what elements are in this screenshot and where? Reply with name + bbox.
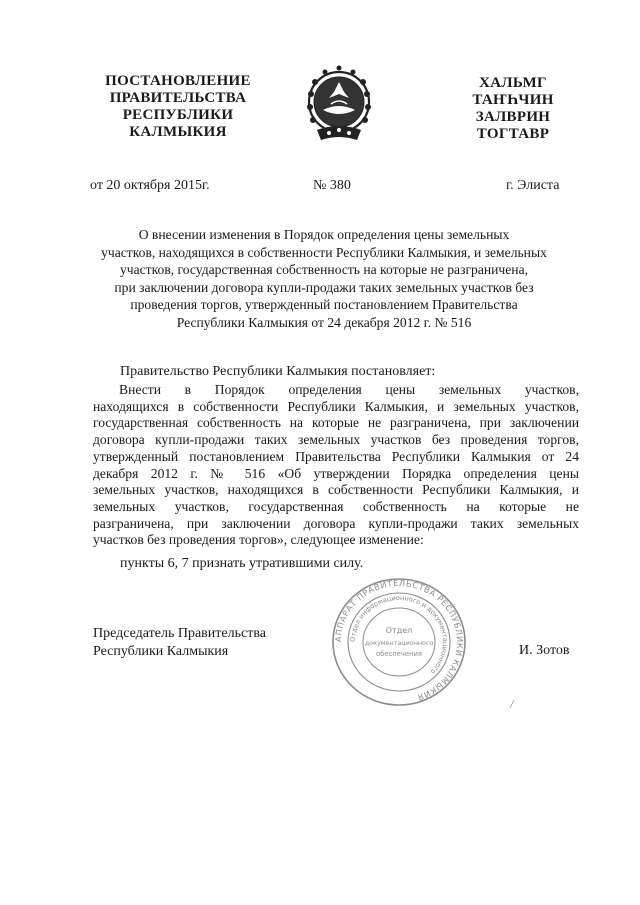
body-line: земельных участков, государственная собственность на которые не (93, 498, 579, 514)
document-date: от 20 октября 2015г. (90, 178, 210, 193)
stamp-center-line: обеспечения (375, 650, 423, 658)
header-left-line: ПОСТАНОВЛЕНИЕ (105, 73, 251, 89)
body-line: государственная собственность на которые не разграничена, при заключении (93, 415, 579, 431)
document-title (76, 226, 572, 332)
header-left-line: КАЛМЫКИЯ (129, 124, 227, 140)
signer-name: И. Зотов (519, 643, 570, 658)
body-line: земельных участков, находящихся в собственности Республики Калмыкия, и (93, 482, 579, 498)
stamp-center-line: документационного (364, 639, 434, 647)
header-left-line: РЕСПУБЛИКИ (122, 107, 234, 123)
stamp-center-line: Отдел (385, 626, 413, 635)
title-line: проведения торгов, утвержденный постановлением Правительства (130, 297, 518, 313)
preamble-text: Правительство Республики Калмыкия постановляет: (120, 364, 436, 379)
body-line: находящихся в собственности Республики Калмыкия, и земельных участков, (93, 398, 579, 414)
body-line: участков без проведения торгов», следующее изменение: (93, 532, 424, 548)
pen-mark (508, 699, 516, 709)
resolution-body (93, 382, 579, 549)
body-line: утвержденный постановлением Правительства Республики Калмыкия от 24 (93, 448, 579, 464)
header-right-line: ТАҤҺЧИН (472, 92, 554, 108)
title-line: О внесении изменения в Порядок определения цены земельных (138, 227, 510, 242)
coat-of-arms-emblem (303, 64, 375, 146)
signer-position (93, 625, 266, 661)
official-stamp (330, 577, 468, 707)
stamp-inner-text: Отдел информационного и документационного (348, 593, 450, 676)
document-city: г. Элиста (506, 178, 560, 193)
title-line: Республики Калмыкия от 24 декабря 2012 г. № 516 (176, 314, 472, 330)
header-right-line: ХАЛЬМГ (479, 75, 547, 91)
header-left-russian (98, 73, 258, 141)
header-left-line: ПРАВИТЕЛЬСТВА (109, 90, 247, 106)
body-line: Внести в Порядок определения цены земельных участков, (119, 382, 579, 397)
signer-position-line: Председатель Правительства (93, 626, 266, 641)
signer-position-line: Республики Калмыкия (93, 644, 229, 659)
body-line: разграничена, при заключении договора купли-продажи таких земельных (93, 515, 579, 531)
stamp-outer-text: АППАРАТ ПРАВИТЕЛЬСТВА РЕСПУБЛИКИ КАЛМЫКИЯ (332, 577, 466, 703)
points-statement: пункты 6, 7 признать утратившими силу. (120, 556, 364, 571)
title-line: при заключении договора купли-продажи таких земельных участков без (114, 279, 534, 295)
header-right-line: ТОГТАВР (476, 126, 550, 142)
header-right-line: ЗАЛВРИН (475, 109, 551, 125)
title-line: участков, государственная собственность на которые не разграничена, (119, 262, 528, 278)
body-line: декабря 2012 г. № 516 «Об утверждении Порядка определения цены (93, 465, 579, 481)
header-right-kalmyk (448, 75, 578, 143)
document-number: № 380 (313, 178, 351, 193)
title-line: участков, находящихся в собственности Республики Калмыкия, и земельных (101, 244, 547, 260)
body-line: договора купли-продажи таких земельных участков без проведения торгов, (93, 432, 579, 448)
